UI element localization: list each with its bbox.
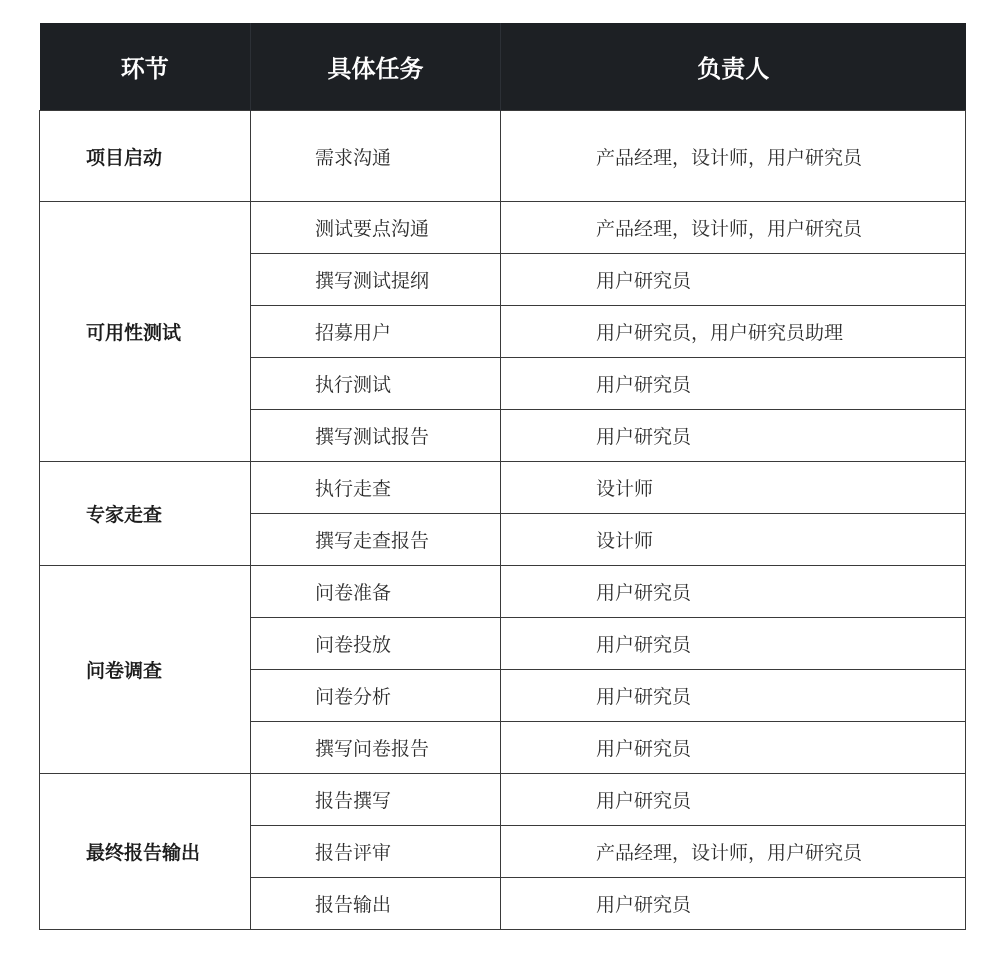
task-cell: 撰写走查报告	[251, 514, 501, 566]
task-cell: 招募用户	[251, 306, 501, 358]
owner-cell: 用户研究员	[501, 566, 966, 618]
owner-cell: 用户研究员	[501, 878, 966, 930]
owner-cell: 设计师	[501, 514, 966, 566]
task-cell: 撰写问卷报告	[251, 722, 501, 774]
task-cell: 问卷准备	[251, 566, 501, 618]
header-owner: 负责人	[501, 23, 966, 111]
table-row	[40, 774, 966, 826]
task-cell: 报告评审	[251, 826, 501, 878]
stage-cell: 最终报告输出	[40, 774, 251, 930]
owner-cell: 用户研究员	[501, 774, 966, 826]
task-cell: 问卷分析	[251, 670, 501, 722]
header-stage: 环节	[40, 23, 251, 111]
stage-cell: 问卷调查	[40, 566, 251, 774]
owner-cell: 产品经理，设计师，用户研究员	[501, 826, 966, 878]
stage-cell: 专家走查	[40, 462, 251, 566]
owner-cell: 用户研究员	[501, 722, 966, 774]
task-cell: 撰写测试报告	[251, 410, 501, 462]
owner-cell: 用户研究员	[501, 358, 966, 410]
owner-cell: 用户研究员	[501, 410, 966, 462]
table-row	[40, 462, 966, 514]
table-row	[40, 566, 966, 618]
header-task: 具体任务	[251, 23, 501, 111]
header-row	[40, 23, 966, 111]
owner-cell: 用户研究员，用户研究员助理	[501, 306, 966, 358]
task-assignment-table	[39, 23, 966, 930]
task-cell: 执行走查	[251, 462, 501, 514]
stage-cell: 项目启动	[40, 111, 251, 202]
owner-cell: 产品经理，设计师，用户研究员	[501, 202, 966, 254]
task-cell: 问卷投放	[251, 618, 501, 670]
owner-cell: 产品经理，设计师，用户研究员	[501, 111, 966, 202]
task-cell: 撰写测试提纲	[251, 254, 501, 306]
table-row	[40, 202, 966, 254]
table-header	[40, 23, 966, 111]
task-cell: 报告撰写	[251, 774, 501, 826]
owner-cell: 用户研究员	[501, 254, 966, 306]
stage-cell: 可用性测试	[40, 202, 251, 462]
table-body	[40, 111, 966, 930]
owner-cell: 用户研究员	[501, 618, 966, 670]
owner-cell: 用户研究员	[501, 670, 966, 722]
task-cell: 执行测试	[251, 358, 501, 410]
task-cell: 需求沟通	[251, 111, 501, 202]
table-row	[40, 111, 966, 202]
task-cell: 测试要点沟通	[251, 202, 501, 254]
task-cell: 报告输出	[251, 878, 501, 930]
owner-cell: 设计师	[501, 462, 966, 514]
